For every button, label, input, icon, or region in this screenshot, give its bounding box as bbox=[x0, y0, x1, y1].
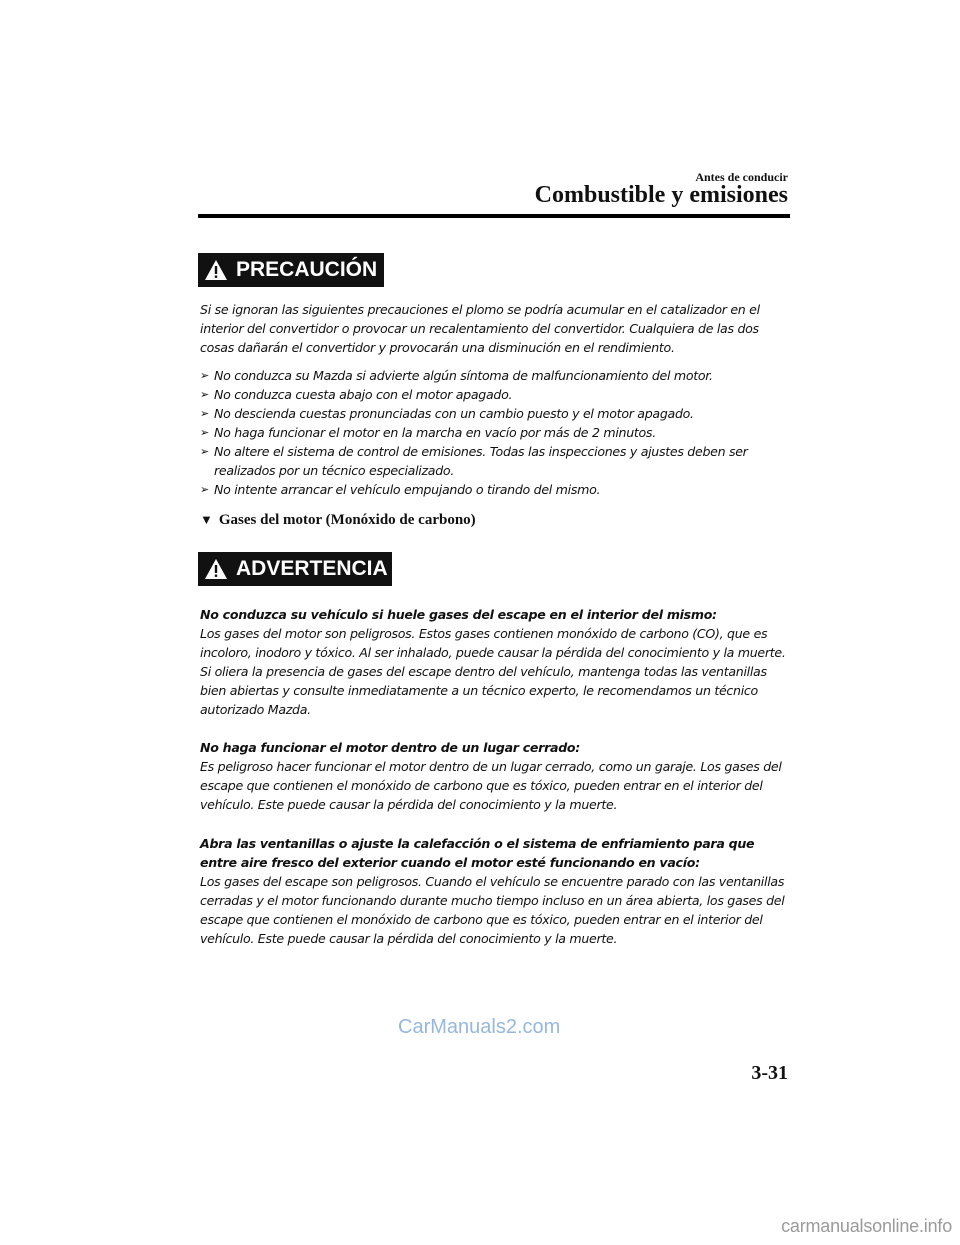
list-item: ➢ No haga funcionar el motor en la marcha en vacío por más de 2 minutos. bbox=[200, 425, 656, 440]
list-item: ➢ No conduzca su Mazda si advierte algún síntoma de malfuncionamiento del motor. bbox=[200, 368, 713, 383]
warning-label: ADVERTENCIA bbox=[236, 557, 388, 580]
section-heading: ▼ Gases del motor (Monóxido de carbono) bbox=[200, 512, 476, 528]
arrow-bullet-icon: ➢ bbox=[200, 445, 209, 458]
warning-block-body: Es peligroso hacer funcionar el motor dentro de un lugar cerrado, como un garaje. Los gases del escape que contienen el monóxido de carbono que es tóxico, pueden entrar en el interior del vehículo. Este puede causar la pérdida del conocimiento y la muerte. bbox=[200, 759, 782, 812]
caution-intro: Si se ignoran las siguientes precauciones el plomo se podría acumular en el catalizador en el interior del convertidor o provocar un recalentamiento del convertidor. Cualquiera de las dos cosas dañarán el convertidor y provocarán una disminución en el rendimiento. bbox=[200, 302, 760, 355]
triangle-down-icon: ▼ bbox=[200, 512, 213, 527]
list-item: ➢ No altere el sistema de control de emisiones. Todas las inspecciones y ajustes deben ser realizados por un técnico especializado. bbox=[200, 444, 748, 478]
list-item: ➢ No descienda cuestas pronunciadas con un cambio puesto y el motor apagado. bbox=[200, 406, 694, 421]
watermark: CarManuals2.com bbox=[398, 1016, 561, 1038]
arrow-bullet-icon: ➢ bbox=[200, 483, 209, 496]
caution-list bbox=[200, 366, 790, 499]
warning-block-title: Abra las ventanillas o ajuste la calefacción o el sistema de enfriamiento para que entre aire fresco del exterior cuando el motor esté funcionando en vacío: bbox=[200, 836, 755, 870]
caution-label: PRECAUCIÓN bbox=[236, 258, 378, 281]
warning-triangle-icon bbox=[204, 259, 228, 281]
list-item: ➢ No conduzca cuesta abajo con el motor apagado. bbox=[200, 387, 513, 402]
page-number: 3-31 bbox=[751, 1062, 788, 1084]
warning-block-body: Los gases del motor son peligrosos. Estos gases contienen monóxido de carbono (CO), que es incoloro, inodoro y tóxico. Al ser inhalado, puede causar la pérdida del conocimiento y la muerte. Si oliera la presencia de gases del escape dentro del vehículo, mantenga todas las ventanillas bien abiertas y consulte inmediatamente a un técnico experto, le recomendamos un técnico autorizado Mazda. bbox=[200, 626, 786, 717]
caution-badge bbox=[198, 253, 384, 287]
page-title: Combustible y emisiones bbox=[534, 182, 788, 208]
warning-block-title: No haga funcionar el motor dentro de un lugar cerrado: bbox=[200, 740, 580, 755]
arrow-bullet-icon: ➢ bbox=[200, 407, 209, 420]
arrow-bullet-icon: ➢ bbox=[200, 426, 209, 439]
arrow-bullet-icon: ➢ bbox=[200, 388, 209, 401]
warning-triangle-icon bbox=[204, 558, 228, 580]
arrow-bullet-icon: ➢ bbox=[200, 369, 209, 382]
warning-block-body: Los gases del escape son peligrosos. Cuando el vehículo se encuentre parado con las ventanillas cerradas y el motor funcionando durante mucho tiempo incluso en un área abierta, los gases del escape que contienen el monóxido de carbono que es tóxico, pueden entrar en el interior del vehículo. Este puede causar la pérdida del conocimiento y la muerte. bbox=[200, 874, 785, 946]
list-item: ➢ No intente arrancar el vehículo empujando o tirando del mismo. bbox=[200, 482, 601, 497]
footer-link[interactable]: carmanualsonline.info bbox=[781, 1216, 952, 1236]
header-section-label: Antes de conducir bbox=[695, 170, 788, 184]
warning-badge bbox=[198, 552, 392, 586]
warning-block-title: No conduzca su vehículo si huele gases del escape en el interior del mismo: bbox=[200, 607, 717, 622]
header-rule bbox=[198, 214, 790, 218]
